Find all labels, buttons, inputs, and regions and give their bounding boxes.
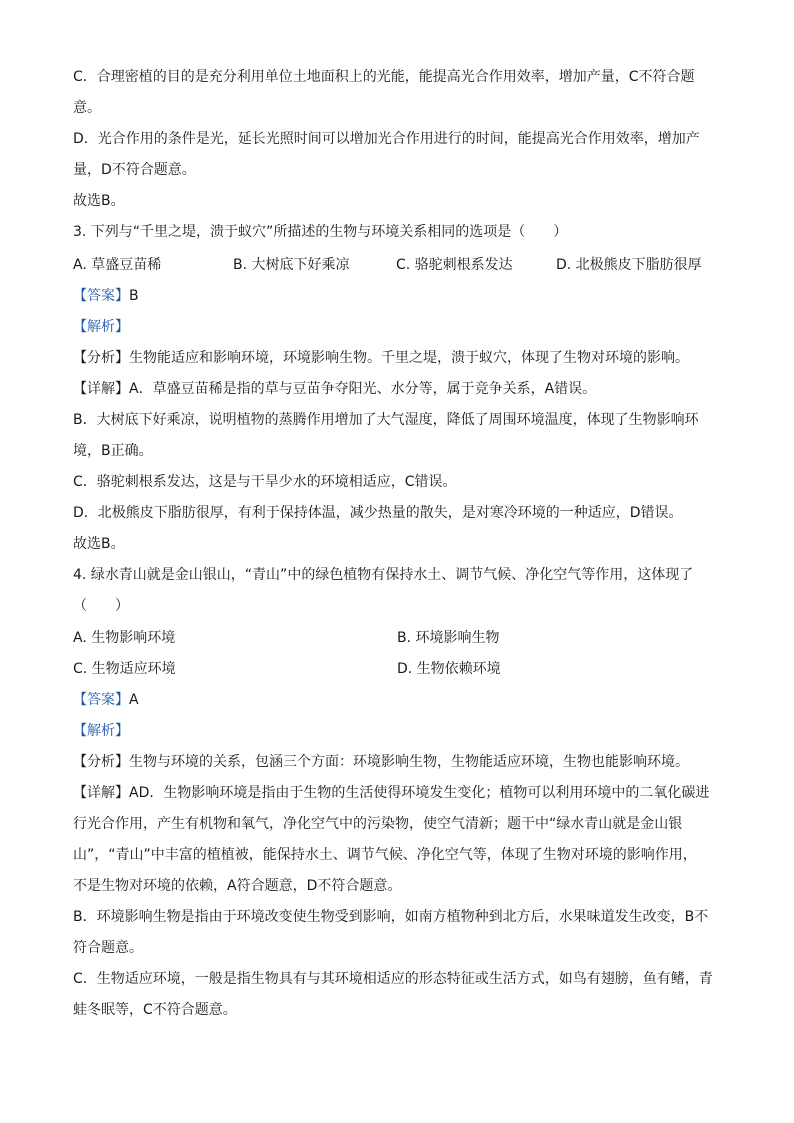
text-line: C．骆驼刺根系发达，这是与干旱少水的环境相适应，C错误。 <box>73 474 457 490</box>
q4-option-c: C. 生物适应环境 <box>73 661 176 677</box>
text-line: 行光合作用，产生有机物和氧气，净化空气中的污染物，使空气清新；题干中“绿水青山就是金山银 <box>73 816 683 832</box>
q3-option-a: A. 草盛豆苗稀 <box>73 257 162 273</box>
text-line: C．合理密植的目的是充分利用单位土地面积上的光能，能提高光合作用效率，增加产量，C不符合题 <box>73 69 695 85</box>
q4-option-b: B. 环境影响生物 <box>397 630 500 646</box>
question-3-stem: 3. 下列与“千里之堤，溃于蚁穴”所描述的生物与环境关系相同的选项是（ ） <box>73 224 568 240</box>
text-line: 蛙冬眠等，C不符合题意。 <box>73 1002 237 1018</box>
q4-option-d: D. 生物依赖环境 <box>397 661 501 677</box>
q4-answer <box>73 690 139 710</box>
q4-option-a: A. 生物影响环境 <box>73 630 176 646</box>
text-line: 境，B正确。 <box>73 443 153 459</box>
q3-fenxi <box>73 348 689 368</box>
text-line: 故选B。 <box>73 193 125 209</box>
xiangjie-text: AD．生物影响环境是指由于生物的生活使得环境发生变化；植物可以利用环境中的二氧化碳进 <box>129 785 710 801</box>
text-line: B．环境影响生物是指由于环境改变使生物受到影响，如南方植物种到北方后，水果味道发生改变，B不 <box>73 909 709 925</box>
fenxi-tag: 【分析】 <box>73 754 129 770</box>
q3-answer <box>73 286 139 306</box>
answer-value: A <box>129 692 139 708</box>
fenxi-text: 生物能适应和影响环境，环境影响生物。千里之堤，溃于蚁穴，体现了生物对环境的影响。 <box>129 350 689 366</box>
q3-xiangjie <box>73 379 596 399</box>
text-line: C．生物适应环境，一般是指生物具有与其环境相适应的形态特征或生活方式，如鸟有翅膀，鱼有鳍，青 <box>73 971 713 987</box>
text-line: D．北极熊皮下脂肪很厚，有利于保持体温，减少热量的散失，是对寒冷环境的一种适应，D错误。 <box>73 505 683 521</box>
text-line: 符合题意。 <box>73 940 143 956</box>
analysis-tag: 【解析】 <box>73 723 129 739</box>
text-line: 量，D不符合题意。 <box>73 162 196 178</box>
analysis-tag: 【解析】 <box>73 319 129 335</box>
text-line: 故选B。 <box>73 536 125 552</box>
text-line: 意。 <box>73 100 101 116</box>
answer-tag: 【答案】 <box>73 288 129 304</box>
q3-option-d: D. 北极熊皮下脂肪很厚 <box>556 257 702 273</box>
q3-analysis <box>73 317 129 337</box>
text-line: 不是生物对环境的依赖，A符合题意，D不符合题意。 <box>73 878 402 894</box>
q4-analysis <box>73 721 129 741</box>
text-line: B．大树底下好乘凉，说明植物的蒸腾作用增加了大气湿度，降低了周围环境温度，体现了生物影响环 <box>73 412 699 428</box>
fenxi-tag: 【分析】 <box>73 350 129 366</box>
answer-value: B <box>129 288 139 304</box>
q4-fenxi <box>73 752 689 772</box>
fenxi-text: 生物与环境的关系，包涵三个方面：环境影响生物，生物能适应环境，生物也能影响环境。 <box>129 754 689 770</box>
xiangjie-tag: 【详解】 <box>73 785 129 801</box>
text-line: 山”，“青山”中丰富的植植被，能保持水土、调节气候、净化空气等，体现了生物对环境的影响作用， <box>73 847 697 863</box>
q3-option-b: B. 大树底下好乘凉 <box>233 257 350 273</box>
question-4-stem-blank: （ ） <box>73 598 129 614</box>
answer-tag: 【答案】 <box>73 692 129 708</box>
q3-option-c: C. 骆驼刺根系发达 <box>396 257 513 273</box>
xiangjie-text: A．草盛豆苗稀是指的草与豆苗争夺阳光、水分等，属于竞争关系，A错误。 <box>129 381 597 397</box>
text-line: D．光合作用的条件是光，延长光照时间可以增加光合作用进行的时间，能提高光合作用效率，增加产 <box>73 131 700 147</box>
xiangjie-tag: 【详解】 <box>73 381 129 397</box>
q4-xiangjie <box>73 783 709 803</box>
question-4-stem: 4. 绿水青山就是金山银山，“青山”中的绿色植物有保持水土、调节气候、净化空气等作用，这体现了 <box>73 567 694 583</box>
